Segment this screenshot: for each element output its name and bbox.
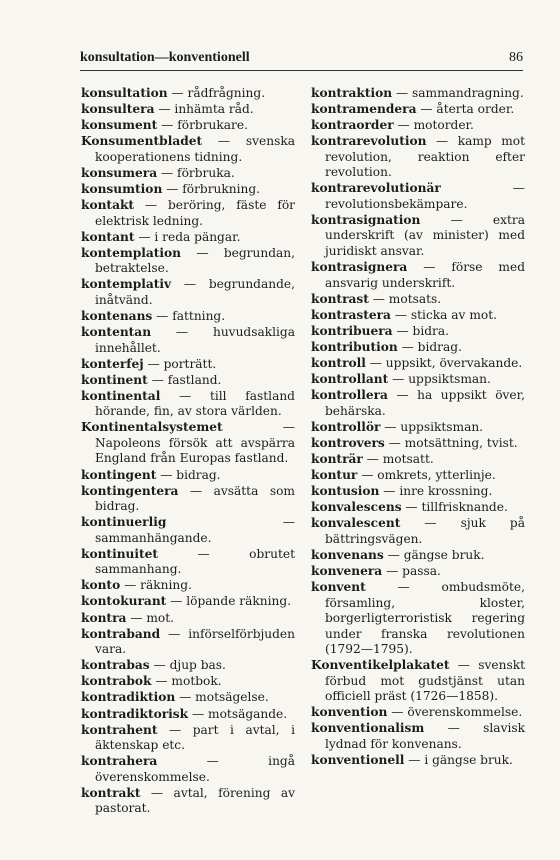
dictionary-entry (311, 721, 525, 752)
entry-definition: — djup bas. (149, 658, 226, 673)
dictionary-entry (311, 564, 525, 580)
entry-definition: — fastland. (147, 372, 222, 387)
entry-definition: — ingå överenskommelse. (95, 754, 295, 784)
entry-headword: kontinental (81, 388, 161, 403)
entry-headword: kontradiktion (81, 690, 176, 705)
entry-headword: konvenans (311, 547, 384, 562)
dictionary-entry (81, 325, 295, 356)
entry-definition: — motsättning, tvist. (384, 435, 518, 450)
dictionary-entry (311, 372, 525, 388)
entry-headword: kontra (81, 610, 127, 625)
entry-headword: kontur (311, 468, 358, 483)
dictionary-entry (311, 102, 525, 118)
entry-definition: — överenskommelse. (387, 705, 523, 720)
entry-headword: konventionell (311, 753, 405, 768)
dictionary-entry (81, 690, 295, 706)
entry-headword: kontinent (81, 372, 148, 387)
entry-headword: konvalescent (311, 516, 401, 531)
entry-definition: — uppsiktsman. (388, 372, 491, 387)
dictionary-entry (311, 324, 525, 340)
entry-headword: kontrollör (311, 419, 381, 434)
dictionary-entry (311, 260, 525, 291)
dictionary-entry (81, 230, 295, 246)
entry-definition: — Napoleons försök att avspärra England från Europas fastland. (95, 420, 295, 466)
entry-definition: — fattning. (152, 308, 226, 323)
dictionary-entry (311, 86, 525, 102)
entry-definition: — uppsikt, övervakande. (365, 356, 523, 371)
dictionary-entry (81, 389, 295, 420)
entry-headword: kontrarevolutionär (311, 181, 441, 196)
entry-headword: kontrabok (81, 674, 152, 689)
dictionary-entry (311, 118, 525, 134)
dictionary-entry (311, 213, 525, 260)
entry-headword: kontemplativ (81, 277, 172, 292)
left-column (81, 86, 295, 817)
dictionary-entry (311, 548, 525, 564)
entry-definition: — förbruka. (157, 165, 235, 180)
dictionary-entry (81, 86, 295, 102)
entry-definition: — till fastland hörande, fin, av stora världen. (95, 388, 295, 419)
entry-headword: konsument (81, 118, 158, 133)
entry-headword: konsultera (81, 102, 155, 117)
dictionary-entry (81, 166, 295, 182)
entry-definition: — avsätta som bidrag. (95, 483, 295, 514)
entry-definition: — begrundan, betraktelse. (95, 245, 295, 276)
entry-definition: — motsats. (368, 291, 442, 306)
entry-definition: — i reda pängar. (134, 229, 241, 244)
dictionary-entry (81, 484, 295, 515)
entry-headword: kontrastera (311, 307, 391, 322)
entry-headword: kontribution (311, 339, 398, 354)
entry-headword: konvalescens (311, 500, 402, 515)
dictionary-entry (81, 198, 295, 229)
entry-definition: — kamp mot revolution, reaktion efter revolution. (325, 134, 525, 180)
dictionary-entry (81, 594, 295, 610)
entry-definition: — sammanhängande. (95, 515, 295, 545)
entry-definition: — begrundande, inåtvänd. (95, 277, 295, 307)
entry-headword: kontrarevolution (311, 134, 427, 149)
dictionary-entry (81, 754, 295, 785)
entry-headword: kontant (81, 229, 135, 244)
entry-headword: kontraorder (311, 118, 394, 133)
entry-definition: — räkning. (120, 578, 192, 593)
dictionary-entry (81, 468, 295, 484)
dictionary-entry (81, 627, 295, 658)
dictionary-entry (81, 707, 295, 723)
dictionary-entry (81, 182, 295, 198)
dictionary-entry (81, 658, 295, 674)
dictionary-entry (311, 705, 525, 721)
entry-headword: kontrollant (311, 372, 389, 387)
page-number: 86 (509, 50, 523, 65)
dictionary-entry (311, 134, 525, 181)
entry-headword: kontribuera (311, 323, 393, 338)
entry-headword: kontingent (81, 467, 157, 482)
dictionary-entry (81, 420, 295, 467)
entry-headword: kontinuitet (81, 546, 159, 561)
dictionary-entry (81, 357, 295, 373)
entry-headword: kontokurant (81, 594, 167, 609)
page-header (80, 48, 523, 71)
dictionary-entry (81, 134, 295, 165)
entry-definition: — revolutionsbekämpare. (325, 181, 525, 211)
entry-headword: Konventikelplakatet (311, 658, 450, 673)
entry-definition: — tillfrisknande. (401, 500, 508, 515)
dictionary-entry (81, 277, 295, 308)
dictionary-entry (311, 452, 525, 468)
entry-definition: — sammandragning. (392, 86, 524, 100)
entry-headword: konträr (311, 452, 363, 466)
entry-definition: — bidrag. (156, 467, 221, 482)
entry-headword: kontrollera (311, 388, 388, 403)
entry-headword: konsultation (81, 86, 168, 100)
entry-definition: — omkrets, ytterlinje. (357, 468, 496, 483)
entry-headword: konventionalism (311, 721, 425, 736)
entry-headword: kontrast (311, 291, 369, 306)
entry-definition: — slavisk lydnad för konvenans. (325, 721, 525, 751)
dictionary-entry (311, 580, 525, 658)
dictionary-entry (311, 308, 525, 324)
entry-definition: — huvudsakliga innehållet. (95, 325, 295, 355)
entry-headword: Kontinentalsystemet (81, 420, 223, 435)
entry-headword: konto (81, 578, 121, 593)
entry-definition: — uppsiktsman. (380, 419, 484, 434)
dictionary-entry (81, 578, 295, 594)
dictionary-entry (81, 515, 295, 546)
entry-headword: kontrahent (81, 722, 158, 737)
entry-definition: — ha uppsikt över, behärska. (325, 388, 525, 418)
entry-headword: konsumera (81, 165, 158, 180)
entry-headword: kontrabas (81, 658, 150, 673)
entry-headword: kontramendera (311, 102, 417, 117)
right-column (311, 86, 525, 769)
entry-definition: — återta order. (416, 102, 515, 117)
dictionary-entry (311, 356, 525, 372)
entry-definition: — mot. (126, 610, 174, 625)
entry-headword: kontrovers (311, 435, 385, 450)
entry-definition: — inhämta råd. (154, 102, 254, 117)
entry-headword: kontentan (81, 325, 152, 340)
entry-definition: — ombudsmöte, församling, kloster, borgerligterroristisk regering under franska revolutionen (1792—1795). (325, 580, 525, 657)
entry-definition: — rådfrågning. (167, 86, 266, 100)
dictionary-entry (311, 292, 525, 308)
entry-definition: — motsatt. (362, 452, 434, 466)
dictionary-entry (81, 611, 295, 627)
entry-headword: kontenans (81, 308, 153, 323)
entry-headword: kontinuerlig (81, 515, 167, 530)
dictionary-entry (81, 786, 295, 817)
entry-definition: — porträtt. (143, 356, 217, 371)
entry-headword: kontroll (311, 356, 366, 371)
entry-definition: — sjuk på bättringsvägen. (325, 516, 525, 546)
dictionary-entry (311, 420, 525, 436)
entry-definition: — beröring, fäste för elektrisk ledning. (95, 198, 295, 228)
entry-definition: — gängse bruk. (383, 547, 485, 562)
dictionary-entry (81, 547, 295, 578)
dictionary-entry (311, 436, 525, 452)
entry-definition: — i gängse bruk. (404, 753, 513, 768)
entry-definition: — svenska kooperationens tidning. (95, 134, 295, 164)
dictionary-entry (311, 516, 525, 547)
entry-headword: konvent (311, 580, 366, 595)
entry-headword: kontemplation (81, 245, 182, 260)
entry-headword: kontingentera (81, 483, 179, 498)
entry-definition: — bidrag. (397, 339, 462, 354)
entry-headword: konterfej (81, 356, 144, 371)
dictionary-entry (81, 102, 295, 118)
dictionary-entry (311, 340, 525, 356)
dictionary-entry (311, 388, 525, 419)
running-head: konsultation—konventionell (80, 50, 250, 65)
entry-definition: — motorder. (393, 118, 474, 133)
entry-definition: — motsägelse. (175, 690, 269, 705)
dictionary-entry (81, 118, 295, 134)
entry-headword: kontrasignation (311, 212, 421, 227)
entry-headword: kontusion (311, 484, 380, 499)
entry-headword: kontakt (81, 198, 135, 213)
entry-definition: — extra underskrift (av minister) med juridiskt ansvar. (325, 212, 525, 258)
entry-definition: — införselförbjuden vara. (95, 626, 295, 657)
entry-definition: — motbok. (151, 674, 222, 689)
dictionary-entry (81, 309, 295, 325)
entry-headword: kontraband (81, 626, 161, 641)
entry-headword: konvenera (311, 564, 383, 579)
dictionary-entry (311, 658, 525, 705)
entry-headword: konsumtion (81, 181, 163, 196)
dictionary-entry (81, 723, 295, 754)
entry-definition: — motsägande. (188, 706, 288, 721)
entry-definition: — obrutet sammanhang. (95, 546, 295, 577)
entry-definition: — avtal, förening av pastorat. (95, 785, 295, 816)
entry-definition: — bidra. (392, 323, 449, 338)
dictionary-entry (311, 468, 525, 484)
dictionary-entry (81, 674, 295, 690)
entry-headword: kontrahera (81, 754, 158, 769)
entry-headword: kontrakt (81, 785, 141, 800)
entry-headword: Konsumentbladet (81, 134, 203, 149)
entry-definition: — förbrukning. (162, 181, 261, 196)
dictionary-entry (81, 373, 295, 389)
entry-definition: — förse med ansvarig underskrift. (325, 260, 525, 290)
entry-definition: — part i avtal, i äktenskap etc. (95, 722, 295, 753)
dictionary-entry (311, 484, 525, 500)
entry-definition: — sticka av mot. (390, 307, 497, 322)
entry-definition: — löpande räkning. (166, 594, 292, 609)
dictionary-entry (311, 181, 525, 212)
dictionary-entry (311, 753, 525, 769)
entry-definition: — förbrukare. (157, 118, 248, 133)
entry-headword: kontrasignera (311, 260, 408, 275)
dictionary-entry (81, 246, 295, 277)
entry-definition: — svenskt förbud mot gudstjänst utan officiell präst (1726—1858). (325, 658, 525, 704)
entry-definition: — inre krossning. (379, 484, 493, 499)
dictionary-entry (311, 500, 525, 516)
entry-headword: konvention (311, 705, 388, 720)
entry-headword: kontraktion (311, 86, 393, 100)
entry-headword: kontradiktorisk (81, 706, 189, 721)
entry-definition: — passa. (382, 564, 441, 579)
